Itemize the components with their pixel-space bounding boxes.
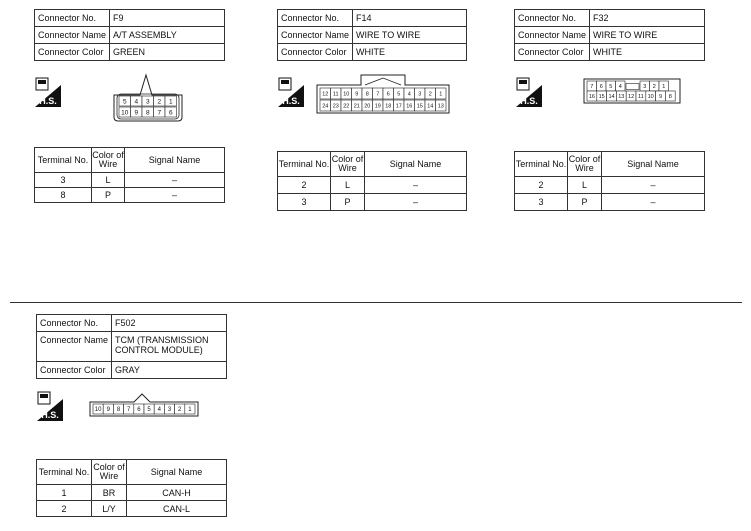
terminal-table-f14 xyxy=(277,151,467,211)
svg-text:3: 3 xyxy=(167,407,172,414)
terminal-cell: 2 xyxy=(515,177,568,194)
wire-color-cell: P xyxy=(568,194,602,211)
connector-pin xyxy=(383,88,394,99)
svg-text:8: 8 xyxy=(145,109,150,117)
table-row xyxy=(37,485,227,501)
svg-text:10: 10 xyxy=(647,93,654,100)
svg-text:10: 10 xyxy=(94,407,102,414)
connector-pin xyxy=(341,100,352,111)
label-connector-color: Connector Color xyxy=(35,44,110,61)
terminal-cell: 3 xyxy=(278,194,331,211)
label-connector-color: Connector Color xyxy=(515,44,590,61)
svg-text:1: 1 xyxy=(188,407,192,414)
label-connector-no: Connector No. xyxy=(37,315,112,332)
svg-text:10: 10 xyxy=(121,109,129,117)
connector-pin xyxy=(124,404,134,414)
svg-text:9: 9 xyxy=(106,407,110,414)
wire-color-cell: L xyxy=(331,177,365,194)
svg-text:20: 20 xyxy=(364,103,371,110)
hs-label: H.S. xyxy=(39,96,57,106)
connector-no-value: F502 xyxy=(112,315,227,332)
terminal-cell: 3 xyxy=(35,173,92,188)
svg-text:12: 12 xyxy=(322,91,329,98)
connector-pin xyxy=(134,404,144,414)
connector-pin xyxy=(659,81,669,91)
header-terminal-no: Terminal No. xyxy=(37,460,92,485)
svg-text:24: 24 xyxy=(322,103,329,110)
connector-pin xyxy=(616,81,626,91)
connector-pin xyxy=(362,100,373,111)
svg-text:5: 5 xyxy=(147,407,151,414)
svg-text:19: 19 xyxy=(374,103,381,110)
connector-face-f32 xyxy=(582,77,682,105)
connector-pin xyxy=(394,100,405,111)
svg-text:6: 6 xyxy=(137,407,141,414)
connector-block-f9 xyxy=(34,9,225,61)
signal-name-cell: – xyxy=(125,188,225,203)
svg-text:4: 4 xyxy=(618,84,622,90)
label-connector-no: Connector No. xyxy=(35,10,110,27)
connector-pin xyxy=(436,88,447,99)
connector-pin xyxy=(93,404,103,414)
wire-color-cell: L/Y xyxy=(92,501,127,517)
hs-harness-side-icon xyxy=(516,77,542,107)
header-signal-name: Signal Name xyxy=(602,152,705,177)
connector-name-value: A/T ASSEMBLY xyxy=(110,27,225,44)
svg-text:10: 10 xyxy=(343,91,350,98)
svg-text:15: 15 xyxy=(598,93,605,100)
connector-color-value: WHITE xyxy=(353,44,467,61)
signal-name-cell: – xyxy=(125,173,225,188)
terminal-cell: 2 xyxy=(278,177,331,194)
connector-pin xyxy=(131,96,143,106)
connector-pin xyxy=(383,100,394,111)
signal-name-cell: – xyxy=(365,177,467,194)
connector-pin xyxy=(331,100,342,111)
svg-text:13: 13 xyxy=(618,93,625,100)
label-connector-name: Connector Name xyxy=(35,27,110,44)
svg-text:9: 9 xyxy=(658,93,663,100)
connector-pin xyxy=(606,81,616,91)
connector-pin xyxy=(373,100,384,111)
table-row xyxy=(515,177,705,194)
label-connector-no: Connector No. xyxy=(515,10,590,27)
hs-harness-side-icon xyxy=(278,77,304,107)
svg-text:12: 12 xyxy=(628,93,635,100)
connector-pin xyxy=(404,88,415,99)
connector-pin xyxy=(425,88,436,99)
connector-pin xyxy=(131,107,143,117)
hs-label: H.S. xyxy=(282,96,300,106)
connector-pin xyxy=(425,100,436,111)
connector-pin xyxy=(404,100,415,111)
connector-name-value: TCM (TRANSMISSION CONTROL MODULE) xyxy=(112,332,227,362)
connector-pin xyxy=(415,100,426,111)
label-connector-name: Connector Name xyxy=(278,27,353,44)
connector-pin xyxy=(341,88,352,99)
svg-text:8: 8 xyxy=(668,93,672,100)
connector-pin xyxy=(650,81,660,91)
connector-pin xyxy=(362,88,373,99)
svg-text:4: 4 xyxy=(407,91,411,98)
svg-text:4: 4 xyxy=(134,98,139,106)
connector-pin xyxy=(373,88,384,99)
connector-face-f9 xyxy=(110,73,186,123)
connector-face-f502 xyxy=(88,392,200,418)
svg-text:11: 11 xyxy=(638,93,644,100)
connector-pin xyxy=(113,404,123,414)
signal-name-cell: – xyxy=(365,194,467,211)
svg-text:23: 23 xyxy=(332,103,339,110)
signal-name-cell: – xyxy=(602,194,705,211)
connector-pin xyxy=(142,96,154,106)
svg-text:3: 3 xyxy=(145,98,150,106)
connector-no-value: F14 xyxy=(353,10,467,27)
terminal-cell: 3 xyxy=(515,194,568,211)
svg-text:14: 14 xyxy=(427,103,434,110)
connector-block-f32 xyxy=(514,9,705,61)
connector-pin xyxy=(616,91,626,101)
svg-text:8: 8 xyxy=(365,91,369,98)
connector-pin xyxy=(656,91,666,101)
connector-no-value: F32 xyxy=(590,10,705,27)
connector-pin xyxy=(626,91,636,101)
svg-text:7: 7 xyxy=(127,407,131,414)
table-row xyxy=(35,188,225,203)
svg-text:1: 1 xyxy=(439,91,443,98)
connector-name-value: WIRE TO WIRE xyxy=(353,27,467,44)
svg-text:5: 5 xyxy=(122,98,127,106)
svg-text:1: 1 xyxy=(168,98,173,106)
connector-pin xyxy=(119,107,131,117)
wire-color-cell: L xyxy=(92,173,125,188)
connector-pin xyxy=(607,91,617,101)
terminal-table-f502 xyxy=(36,459,227,517)
hs-label: H.S. xyxy=(41,410,59,420)
connector-pin xyxy=(103,404,113,414)
signal-name-cell: CAN-L xyxy=(127,501,227,517)
connector-pin xyxy=(646,91,656,101)
label-connector-no: Connector No. xyxy=(278,10,353,27)
signal-name-cell: CAN-H xyxy=(127,485,227,501)
header-color-of-wire: Color of Wire xyxy=(331,152,365,177)
svg-text:7: 7 xyxy=(157,109,162,117)
connector-pin xyxy=(636,91,646,101)
svg-text:7: 7 xyxy=(590,84,594,90)
svg-text:2: 2 xyxy=(178,407,182,414)
label-connector-color: Connector Color xyxy=(278,44,353,61)
connector-pin xyxy=(185,404,195,414)
svg-text:6: 6 xyxy=(168,109,173,117)
connector-info-table xyxy=(277,9,467,61)
connector-pin xyxy=(394,88,405,99)
header-terminal-no: Terminal No. xyxy=(515,152,568,177)
signal-name-cell: – xyxy=(602,177,705,194)
svg-text:13: 13 xyxy=(437,103,444,110)
svg-text:21: 21 xyxy=(353,103,360,110)
svg-text:14: 14 xyxy=(608,93,615,100)
svg-text:17: 17 xyxy=(395,103,402,110)
header-signal-name: Signal Name xyxy=(127,460,227,485)
connector-block-f502 xyxy=(36,314,227,379)
svg-text:5: 5 xyxy=(397,91,401,98)
connector-pin xyxy=(164,404,174,414)
svg-text:15: 15 xyxy=(416,103,423,110)
connector-face-f14 xyxy=(315,73,451,115)
svg-text:22: 22 xyxy=(343,103,350,110)
connector-info-table xyxy=(34,9,225,61)
connector-color-value: WHITE xyxy=(590,44,705,61)
connector-info-table xyxy=(514,9,705,61)
terminal-cell: 8 xyxy=(35,188,92,203)
label-connector-color: Connector Color xyxy=(37,362,112,379)
label-connector-name: Connector Name xyxy=(515,27,590,44)
connector-no-value: F9 xyxy=(110,10,225,27)
svg-text:6: 6 xyxy=(386,91,390,98)
svg-text:3: 3 xyxy=(418,91,422,98)
svg-text:16: 16 xyxy=(588,93,595,100)
connector-pin xyxy=(320,88,331,99)
connector-pin xyxy=(436,100,447,111)
header-color-of-wire: Color of Wire xyxy=(92,148,125,173)
wire-color-cell: P xyxy=(92,188,125,203)
svg-text:2: 2 xyxy=(428,91,432,98)
svg-text:6: 6 xyxy=(599,84,603,90)
svg-text:18: 18 xyxy=(385,103,392,110)
connector-pin xyxy=(144,404,154,414)
connector-color-value: GREEN xyxy=(110,44,225,61)
table-row xyxy=(515,194,705,211)
header-terminal-no: Terminal No. xyxy=(278,152,331,177)
connector-pin xyxy=(587,81,597,91)
header-signal-name: Signal Name xyxy=(125,148,225,173)
wire-color-cell: P xyxy=(331,194,365,211)
table-row xyxy=(37,501,227,517)
wire-color-cell: L xyxy=(568,177,602,194)
svg-text:1: 1 xyxy=(662,84,666,90)
connector-pin xyxy=(352,100,363,111)
terminal-cell: 1 xyxy=(37,485,92,501)
header-color-of-wire: Color of Wire xyxy=(92,460,127,485)
header-terminal-no: Terminal No. xyxy=(35,148,92,173)
svg-text:9: 9 xyxy=(134,109,139,117)
section-divider xyxy=(10,302,742,303)
label-connector-name: Connector Name xyxy=(37,332,112,362)
connector-pin xyxy=(165,96,177,106)
connector-block-f14 xyxy=(277,9,467,61)
connector-lock-slot xyxy=(626,84,639,90)
svg-text:11: 11 xyxy=(332,91,339,98)
connector-pin xyxy=(142,107,154,117)
connector-pin xyxy=(331,88,342,99)
connector-pin xyxy=(587,91,597,101)
connector-pin xyxy=(119,96,131,106)
table-row xyxy=(35,173,225,188)
table-row xyxy=(278,177,467,194)
header-signal-name: Signal Name xyxy=(365,152,467,177)
connector-pin xyxy=(154,96,166,106)
connector-name-value: WIRE TO WIRE xyxy=(590,27,705,44)
connector-pin xyxy=(154,107,166,117)
wire-color-cell: BR xyxy=(92,485,127,501)
connector-pin xyxy=(597,91,607,101)
svg-text:2: 2 xyxy=(652,84,656,90)
connector-pin xyxy=(640,81,650,91)
svg-text:5: 5 xyxy=(609,84,613,90)
svg-text:4: 4 xyxy=(157,407,161,414)
terminal-table-f9 xyxy=(34,147,225,203)
svg-text:16: 16 xyxy=(406,103,413,110)
connector-pin xyxy=(154,404,164,414)
svg-text:9: 9 xyxy=(355,91,359,98)
connector-pin xyxy=(597,81,607,91)
hs-harness-side-icon xyxy=(37,391,63,421)
terminal-cell: 2 xyxy=(37,501,92,517)
svg-text:7: 7 xyxy=(376,91,380,98)
table-row xyxy=(278,194,467,211)
connector-pin xyxy=(175,404,185,414)
svg-text:3: 3 xyxy=(643,84,647,90)
connector-pin xyxy=(320,100,331,111)
terminal-table-f32 xyxy=(514,151,705,211)
svg-text:2: 2 xyxy=(157,98,162,106)
connector-pin xyxy=(352,88,363,99)
hs-label: H.S. xyxy=(520,96,538,106)
connector-pin xyxy=(665,91,675,101)
header-color-of-wire: Color of Wire xyxy=(568,152,602,177)
svg-text:8: 8 xyxy=(116,407,121,414)
connector-pin xyxy=(415,88,426,99)
connector-pin xyxy=(165,107,177,117)
connector-color-value: GRAY xyxy=(112,362,227,379)
hs-harness-side-icon xyxy=(35,77,61,107)
connector-info-table xyxy=(36,314,227,379)
